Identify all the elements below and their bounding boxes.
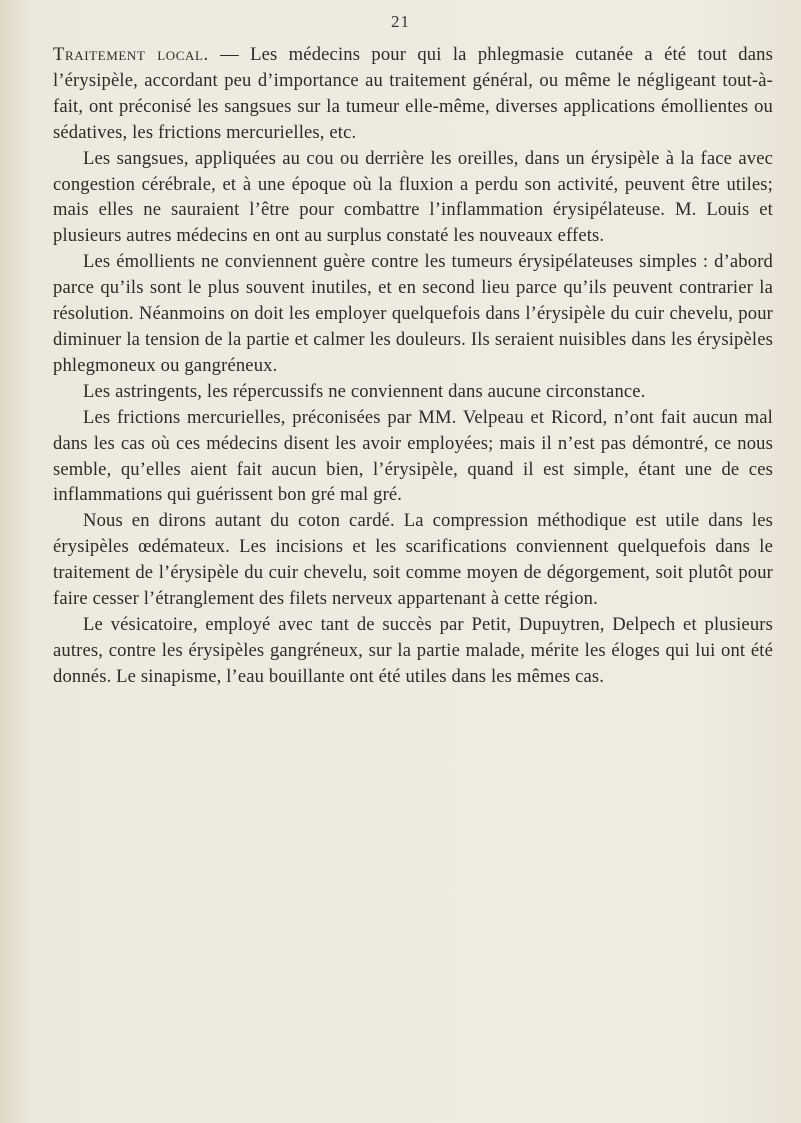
paragraph-astringents: Les astringents, les répercussifs ne conviennent dans aucune circonstance. — [83, 380, 646, 402]
page-number: 21 — [391, 12, 410, 31]
section-heading: Traitement local. — [53, 44, 209, 65]
paragraph-frictions: Les frictions mercurielles, préconisées par MM. Velpeau et Ricord, n’ont fait aucun mal dans les cas où ces médecins disent les avoir employées; mais il n’est pas démontré, ce nous semble, qu’elles aient fait aucun bien, l’érysipèle, quand il est simple, étant une de ces inflammations qui guérissent bon gré mal gré. — [53, 406, 773, 506]
paragraph-emollients: Les émollients ne conviennent guère contre les tumeurs érysipélateuses simples : d’abord parce qu’ils sont le plus souvent inutiles, et en second lieu parce qu’ils peuvent contrarier la résolution. Néanmoins on doit les employer quelquefois dans l’érysipèle du cuir chevelu, pour diminuer la tension de la partie et calmer les douleurs. Ils seraient nuisibles dans les érysipèles phlegmoneux ou gangréneux. — [53, 251, 773, 376]
paragraph-sangsues: Les sangsues, appliquées au cou ou derrière les oreilles, dans un érysipèle à la face avec congestion cérébrale, et à une époque où la fluxion a perdu son activité, peuvent être utiles; mais elles ne sauraient l’être pour combattre l’inflammation érysipélateuse. M. Louis et plusieurs autres médecins en ont au surplus constaté les nouveaux effets. — [53, 147, 773, 247]
text-body — [53, 42, 773, 690]
paragraph-traitement-local — [53, 42, 773, 146]
paragraph-vesicatoire: Le vésicatoire, employé avec tant de succès par Petit, Dupuytren, Delpech et plusieurs autres, contre les érysipèles gangréneux, sur la partie malade, mérite les éloges qui lui ont été donnés. Le sinapisme, l’eau bouillante ont été utiles dans les mêmes cas. — [53, 613, 773, 687]
paragraph-text: — Les médecins pour qui la phlegmasie cutanée a été tout dans l’érysipèle, accordant peu d’importance au traitement général, ou même le négligeant tout-à-fait, ont préconisé les sangsues sur la tumeur elle-même, diverses applications émollientes ou sédatives, les frictions mercurielles, etc. — [53, 44, 773, 143]
paragraph-coton-carde: Nous en dirons autant du coton cardé. La compression méthodique est utile dans les érysipèles œdémateux. Les incisions et les scarifications conviennent quelquefois dans le traitement de l’érysipèle du cuir chevelu, soit comme moyen de dégorgement, soit plutôt pour faire cesser l’étranglement des filets nerveux appartenant à cette région. — [53, 510, 773, 610]
